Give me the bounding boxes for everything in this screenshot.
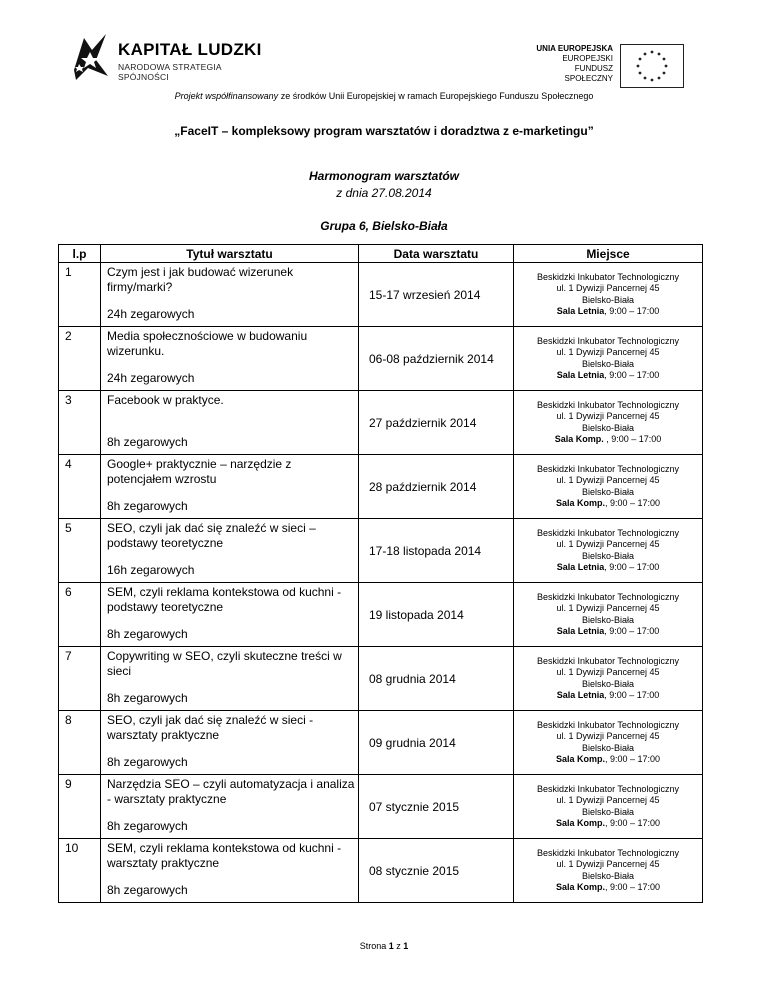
table-body	[59, 263, 703, 903]
place-room-line	[514, 370, 702, 382]
row-number: 3	[59, 391, 101, 455]
workshop-title-cell	[101, 775, 359, 839]
place-name: Beskidzki Inkubator Technologiczny	[537, 783, 679, 794]
workshop-title: SEO, czyli jak dać się znaleźć w sieci – podstawy teoretyczne	[107, 521, 316, 550]
workshop-title: Media społecznościowe w budowaniu wizerunku.	[107, 329, 308, 358]
place-time: , 9:00 – 17:00	[604, 306, 660, 316]
row-number: 9	[59, 775, 101, 839]
place-room: Sala Komp.	[555, 498, 605, 508]
eu-logo	[528, 44, 688, 90]
workshop-title: SEM, czyli reklama kontekstowa od kuchni - warsztaty praktyczne	[107, 841, 342, 870]
place-time: , 9:00 – 17:00	[604, 626, 660, 636]
workshop-title-cell	[101, 711, 359, 775]
workshop-title-cell	[101, 327, 359, 391]
workshop-date: 28 październik 2014	[359, 455, 514, 519]
cofinance-note	[0, 91, 768, 101]
workshop-title: SEM, czyli reklama kontekstowa od kuchni - podstawy teoretyczne	[107, 585, 342, 614]
workshop-title-cell	[101, 519, 359, 583]
cofinance-rest: ze środków Unii Europejskiej w ramach Europejskiego Funduszu Społecznego	[278, 91, 594, 101]
place-room-line	[514, 562, 702, 574]
table-row	[59, 391, 703, 455]
table-row	[59, 519, 703, 583]
place-name: Beskidzki Inkubator Technologiczny	[537, 271, 679, 282]
place-room: Sala Letnia	[556, 306, 605, 316]
place-room: Sala Komp.	[555, 882, 605, 892]
workshop-date: 07 stycznie 2015	[359, 775, 514, 839]
place-time: , 9:00 – 17:00	[603, 434, 662, 444]
place-room-line	[514, 818, 702, 830]
place-city: Bielsko-Biała	[581, 870, 635, 881]
footer-total: 1	[403, 941, 409, 951]
place-time: , 9:00 – 17:00	[604, 562, 660, 572]
header-place: Miejsce	[514, 245, 703, 263]
workshop-date: 08 grudnia 2014	[359, 647, 514, 711]
table-row	[59, 327, 703, 391]
workshop-date: 27 październik 2014	[359, 391, 514, 455]
workshop-date: 09 grudnia 2014	[359, 711, 514, 775]
place-room: Sala Komp.	[555, 818, 605, 828]
place-room: Sala Komp.	[555, 754, 605, 764]
place-street: ul. 1 Dywizji Pancernej 45	[556, 667, 660, 677]
table-row	[59, 839, 703, 903]
place-room: Sala Letnia	[556, 626, 605, 636]
header-lp: l.p	[59, 245, 101, 263]
header-date: Data warsztatu	[359, 245, 514, 263]
place-city: Bielsko-Biała	[581, 678, 635, 689]
header-title: Tytuł warsztatu	[101, 245, 359, 263]
workshop-date: 06-08 październik 2014	[359, 327, 514, 391]
kl-logo-title: KAPITAŁ LUDZKI	[118, 40, 262, 59]
row-number: 10	[59, 839, 101, 903]
schedule-date: z dnia 27.08.2014	[336, 186, 432, 200]
place-room: Sala Komp.	[554, 434, 604, 444]
footer-prefix: Strona	[359, 941, 389, 951]
place-name: Beskidzki Inkubator Technologiczny	[537, 591, 679, 602]
workshop-title: SEO, czyli jak dać się znaleźć w sieci - warsztaty praktyczne	[107, 713, 314, 742]
place-name: Beskidzki Inkubator Technologiczny	[537, 655, 679, 666]
page-footer	[0, 941, 768, 951]
workshop-hours: 16h zegarowych	[107, 563, 195, 577]
workshop-title: Google+ praktycznie – narzędzie z potencjałem wzrostu	[107, 457, 292, 486]
workshop-place	[514, 263, 703, 327]
place-name: Beskidzki Inkubator Technologiczny	[537, 335, 679, 346]
place-room-line	[514, 306, 702, 318]
schedule-title: Harmonogram warsztatów	[308, 169, 460, 183]
place-room: Sala Letnia	[556, 370, 605, 380]
place-time: , 9:00 – 17:00	[604, 498, 661, 508]
row-number: 8	[59, 711, 101, 775]
place-room-line	[514, 626, 702, 638]
workshop-place	[514, 775, 703, 839]
place-name: Beskidzki Inkubator Technologiczny	[537, 399, 679, 410]
workshop-title: Narzędzia SEO – czyli automatyzacja i analiza - warsztaty praktyczne	[107, 777, 355, 806]
eu-logo-text	[528, 44, 613, 84]
eu-flag-icon	[620, 44, 684, 88]
kl-logo-subtitle: NARODOWA STRATEGIA SPÓJNOŚCI	[118, 62, 222, 82]
workshop-date: 19 listopada 2014	[359, 583, 514, 647]
workshop-title-cell	[101, 583, 359, 647]
workshop-title-cell	[101, 647, 359, 711]
place-time: , 9:00 – 17:00	[604, 818, 661, 828]
place-name: Beskidzki Inkubator Technologiczny	[537, 719, 679, 730]
workshop-title-cell	[101, 391, 359, 455]
place-street: ul. 1 Dywizji Pancernej 45	[556, 475, 660, 485]
place-street: ul. 1 Dywizji Pancernej 45	[556, 539, 660, 549]
eu-logo-line1: UNIA EUROPEJSKA	[536, 44, 613, 53]
workshop-hours: 8h zegarowych	[107, 819, 188, 833]
place-room: Sala Letnia	[556, 690, 605, 700]
workshop-place	[514, 839, 703, 903]
footer-page: 1	[388, 941, 394, 951]
workshop-hours: 8h zegarowych	[107, 755, 188, 769]
place-city: Bielsko-Biała	[581, 742, 635, 753]
row-number: 7	[59, 647, 101, 711]
kapital-ludzki-logo	[70, 30, 270, 82]
workshop-date: 15-17 wrzesień 2014	[359, 263, 514, 327]
workshop-date: 17-18 listopada 2014	[359, 519, 514, 583]
workshop-hours: 8h zegarowych	[107, 883, 188, 897]
star-logo-icon	[70, 30, 110, 80]
place-street: ul. 1 Dywizji Pancernej 45	[556, 411, 660, 421]
cofinance-italic: Projekt współfinansowany	[174, 91, 279, 101]
place-room: Sala Letnia	[556, 562, 605, 572]
eu-logo-line2: EUROPEJSKI	[562, 54, 613, 63]
table-row	[59, 647, 703, 711]
place-street: ul. 1 Dywizji Pancernej 45	[556, 795, 660, 805]
place-street: ul. 1 Dywizji Pancernej 45	[556, 859, 660, 869]
table-row	[59, 455, 703, 519]
row-number: 2	[59, 327, 101, 391]
table-header-row	[59, 245, 703, 263]
workshop-hours: 8h zegarowych	[107, 627, 188, 641]
place-time: , 9:00 – 17:00	[604, 754, 661, 764]
place-street: ul. 1 Dywizji Pancernej 45	[556, 283, 660, 293]
row-number: 1	[59, 263, 101, 327]
workshop-place	[514, 583, 703, 647]
workshop-title-cell	[101, 455, 359, 519]
workshop-hours: 8h zegarowych	[107, 691, 188, 705]
workshop-place	[514, 519, 703, 583]
place-city: Bielsko-Biała	[581, 614, 635, 625]
table-row	[59, 263, 703, 327]
eu-logo-line3: FUNDUSZ SPOŁECZNY	[564, 64, 613, 83]
place-city: Bielsko-Biała	[581, 294, 635, 305]
row-number: 4	[59, 455, 101, 519]
row-number: 6	[59, 583, 101, 647]
place-room-line	[514, 498, 702, 510]
place-room-line	[514, 434, 702, 446]
workshop-title-cell	[101, 839, 359, 903]
place-city: Bielsko-Biała	[581, 806, 635, 817]
place-city: Bielsko-Biała	[581, 486, 635, 497]
place-room-line	[514, 754, 702, 766]
workshop-hours: 24h zegarowych	[107, 307, 195, 321]
table-row	[59, 711, 703, 775]
workshop-title-cell	[101, 263, 359, 327]
project-title: „FaceIT – kompleksowy program warsztatów i doradztwa z e-marketingu”	[174, 124, 594, 138]
workshop-title: Copywriting w SEO, czyli skuteczne treści w sieci	[107, 649, 342, 678]
workshop-place	[514, 647, 703, 711]
place-city: Bielsko-Biała	[581, 422, 635, 433]
place-name: Beskidzki Inkubator Technologiczny	[537, 847, 679, 858]
workshop-hours: 8h zegarowych	[107, 499, 188, 513]
workshop-hours: 24h zegarowych	[107, 371, 195, 385]
workshop-place	[514, 327, 703, 391]
place-street: ul. 1 Dywizji Pancernej 45	[556, 347, 660, 357]
workshop-date: 08 stycznie 2015	[359, 839, 514, 903]
table-row	[59, 583, 703, 647]
schedule-table	[58, 244, 703, 903]
place-name: Beskidzki Inkubator Technologiczny	[537, 527, 679, 538]
workshop-place	[514, 711, 703, 775]
footer-sep: z	[393, 941, 404, 951]
place-time: , 9:00 – 17:00	[604, 690, 660, 700]
row-number: 5	[59, 519, 101, 583]
workshop-place	[514, 391, 703, 455]
workshop-place	[514, 455, 703, 519]
place-room-line	[514, 690, 702, 702]
place-time: , 9:00 – 17:00	[604, 882, 661, 892]
place-time: , 9:00 – 17:00	[604, 370, 660, 380]
group-label: Grupa 6, Bielsko-Biała	[320, 219, 448, 233]
workshop-title: Facebook w praktyce.	[107, 393, 224, 407]
place-city: Bielsko-Biała	[581, 358, 635, 369]
place-room-line	[514, 882, 702, 894]
place-name: Beskidzki Inkubator Technologiczny	[537, 463, 679, 474]
workshop-hours: 8h zegarowych	[107, 435, 188, 449]
place-street: ul. 1 Dywizji Pancernej 45	[556, 731, 660, 741]
place-street: ul. 1 Dywizji Pancernej 45	[556, 603, 660, 613]
workshop-title: Czym jest i jak budować wizerunek firmy/marki?	[107, 265, 294, 294]
place-city: Bielsko-Biała	[581, 550, 635, 561]
table-row	[59, 775, 703, 839]
